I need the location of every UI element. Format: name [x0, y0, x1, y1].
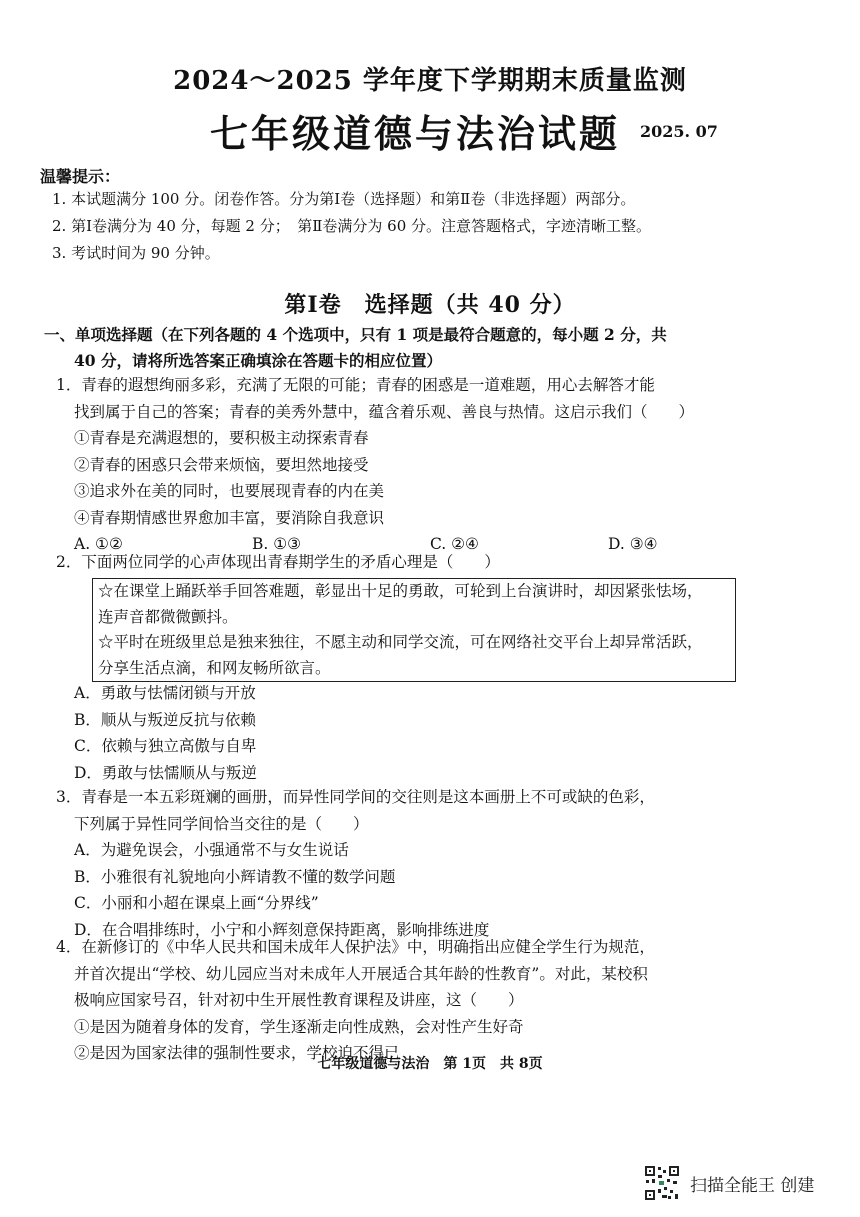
watermark-text: 扫描全能王 创建 [690, 1175, 815, 1196]
question-2-options [56, 680, 796, 786]
statement-item: ④青春期情感世界愈加丰富，要消除自我意识 [74, 508, 385, 527]
material-line: ☆在课堂上踊跃举手回答难题，彰显出十足的勇敢，可轮到上台演讲时，却因紧张怯场， [98, 582, 703, 600]
material-line: 连声音都微微颤抖。 [98, 607, 238, 626]
tips-list [52, 186, 842, 267]
question-stem: 找到属于自己的答案；青春的美秀外慧中，蕴含着乐观、善良与热情。这启示我们（ ） [74, 402, 695, 421]
part-heading [44, 322, 744, 374]
option-d: D. ③④ [608, 535, 658, 553]
tip-item: 2. 第Ⅰ卷满分为 40 分，每题 2 分； 第Ⅱ卷满分为 60 分。注意答题格式，字迹清晰工整。 [52, 217, 652, 235]
option-a: A. ①② [74, 535, 123, 553]
material-box [92, 578, 736, 682]
question-stem: 下列属于异性同学间恰当交往的是（ ） [74, 814, 369, 833]
exam-title-line2: 七年级道德与法治试题 [210, 111, 621, 156]
qr-code-icon [644, 1165, 680, 1201]
question-stem: 4．在新修订的《中华人民共和国未成年人保护法》中，明确指出应健全学生行为规范， [56, 938, 655, 956]
tip-item: 1. 本试题满分 100 分。闭卷作答。分为第Ⅰ卷（选择题）和第Ⅱ卷（非选择题）两部分。 [52, 190, 636, 208]
question-stem: 并首次提出“学校、幼儿园应当对未成年人开展适合其年龄的性教育”。对此，某校积 [74, 964, 648, 983]
part-heading-line2: 40 分，请将所选答案正确填涂在答题卡的相应位置） [74, 351, 442, 370]
question-2 [56, 549, 796, 576]
question-1 [56, 372, 796, 558]
exam-title-line1: 2024～2025 学年度下学期期末质量监测 [173, 66, 687, 96]
material-line: ☆平时在班级里总是独来独往，不愿主动和同学交流，可在网络社交平台上却异常活跃， [98, 633, 703, 651]
question-stem: 1．青春的遐想绚丽多彩，充满了无限的可能；青春的困惑是一道难题，用心去解答才能 [56, 376, 655, 394]
statement-item: ②青春的困惑只会带来烦恼，要坦然地接受 [74, 455, 369, 474]
part-heading-line1: 一、单项选择题（在下列各题的 4 个选项中，只有 1 项是最符合题意的，每小题 2 分，共 [44, 325, 667, 344]
question-stem: 2．下面两位同学的心声体现出青春期学生的矛盾心理是（ ） [56, 553, 500, 571]
statement-item: ①是因为随着身体的发育，学生逐渐走向性成熟，会对性产生好奇 [74, 1017, 524, 1036]
question-stem: 3．青春是一本五彩斑斓的画册，而异性同学间的交往则是这本画册上不可或缺的色彩， [56, 788, 655, 806]
statement-item: ③追求外在美的同时，也要展现青春的内在美 [74, 482, 385, 500]
option-a: A．勇敢与怯懦闭锁与开放 [74, 684, 256, 702]
tips-heading: 温馨提示： [40, 167, 121, 186]
option-b: B. ①③ [252, 535, 302, 553]
question-4 [56, 934, 796, 1067]
option-c: C．依赖与独立高傲与自卑 [74, 737, 257, 755]
option-b: B．顺从与叛逆反抗与依赖 [74, 710, 256, 729]
scanner-watermark [644, 1165, 814, 1201]
statement-item: ②是因为国家法律的强制性要求，学校迫不得已 [74, 1044, 400, 1062]
option-c: C．小丽和小超在课桌上画“分界线” [74, 894, 319, 912]
option-a: A．为避免误会，小强通常不与女生说话 [74, 841, 349, 859]
option-d: D．在合唱排练时，小宁和小辉刻意保持距离，影响排练进度 [74, 920, 490, 939]
statement-item: ①青春是充满遐想的，要积极主动探索青春 [74, 429, 369, 447]
question-stem: 极响应国家号召，针对初中生开展性教育课程及讲座，这（ ） [74, 991, 524, 1009]
exam-date: 2025. 07 [640, 122, 718, 141]
tip-item: 3. 考试时间为 90 分钟。 [52, 244, 220, 262]
material-line: 分享生活点滴，和网友畅所欲言。 [98, 658, 331, 677]
section-title: 第Ⅰ卷 选择题（共 40 分） [284, 292, 576, 318]
option-b: B．小雅很有礼貌地向小辉请教不懂的数学问题 [74, 867, 396, 886]
page-footer: 七年级道德与法治 第 1页 共 8页 [317, 1056, 543, 1072]
option-c: C. ②④ [430, 535, 479, 553]
option-d: D．勇敢与怯懦顺从与叛逆 [74, 763, 257, 782]
question-3 [56, 784, 796, 943]
